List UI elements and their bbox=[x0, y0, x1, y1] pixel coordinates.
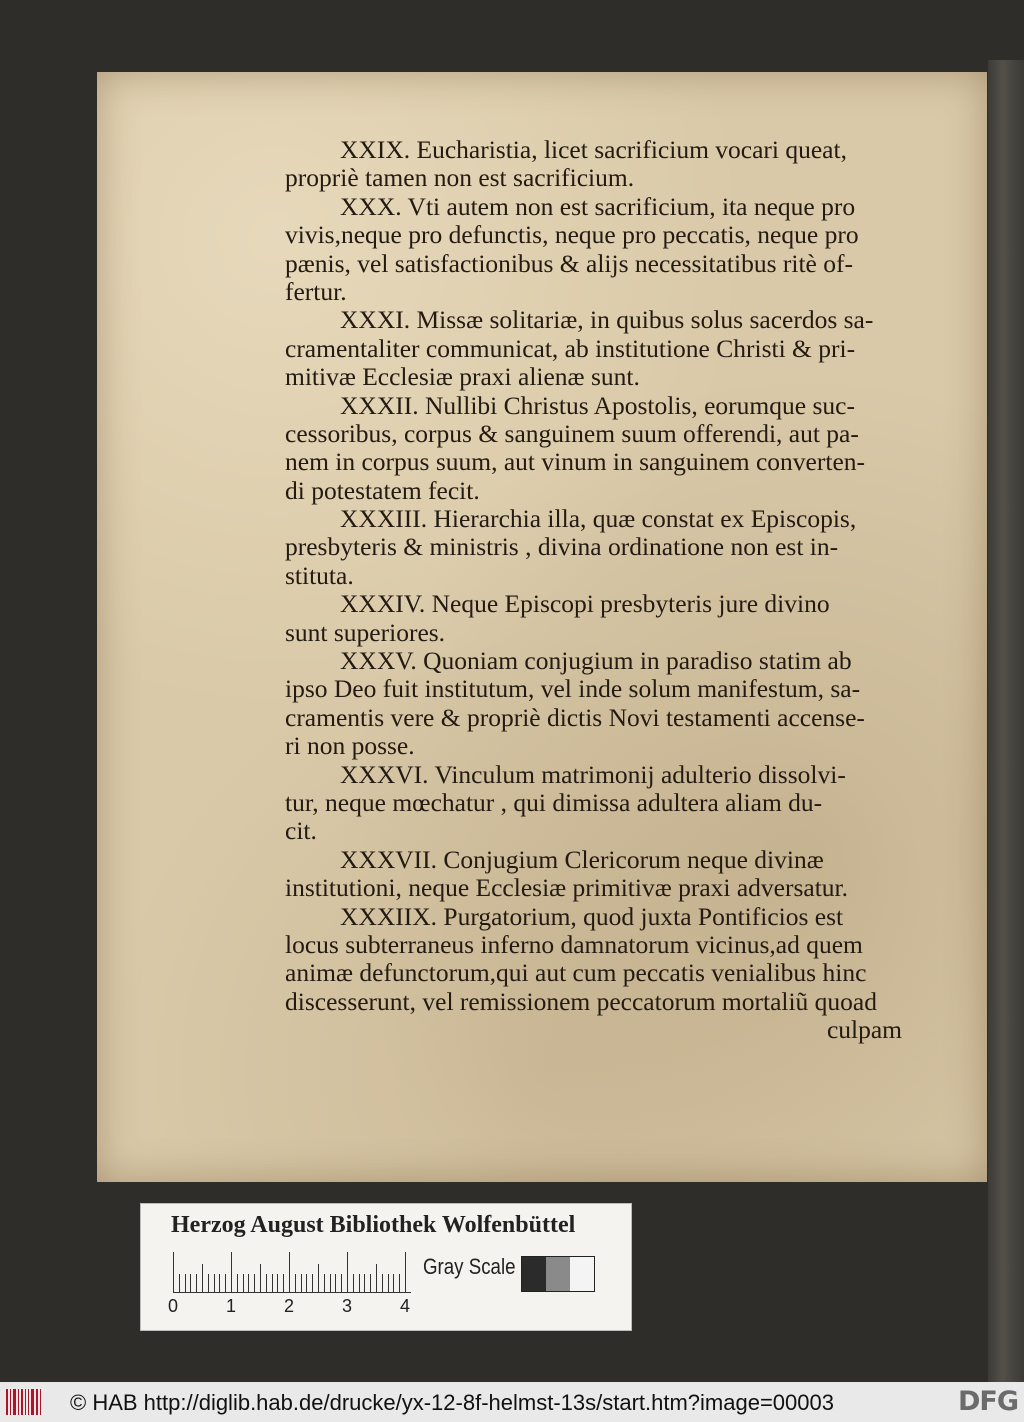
gray-swatch bbox=[546, 1257, 570, 1291]
ruler-tick bbox=[405, 1252, 406, 1292]
text-line: XXXIIX. Purgatorium, quod juxta Pontificios est bbox=[340, 902, 844, 931]
ruler-tick bbox=[388, 1274, 389, 1292]
ruler-tick bbox=[370, 1274, 371, 1292]
text-line: animæ defunctorum,qui aut cum peccatis venialibus hinc bbox=[285, 959, 867, 988]
text-line: mitivæ Ecclesiæ praxi alienæ sunt. bbox=[285, 363, 640, 392]
ruler-tick bbox=[382, 1274, 383, 1292]
ruler-tick bbox=[364, 1274, 365, 1292]
barcode-bar bbox=[13, 1389, 16, 1415]
text-line: vivis,neque pro defunctis, neque pro peccatis, neque pro bbox=[285, 221, 859, 250]
barcode-bar bbox=[28, 1389, 29, 1415]
text-line: XXXVI. Vinculum matrimonij adulterio dissolvi- bbox=[340, 760, 846, 789]
ruler-tick bbox=[289, 1252, 290, 1292]
ruler-tick bbox=[237, 1274, 238, 1292]
text-line: XXXI. Missæ solitariæ, in quibus solus sacerdos sa- bbox=[340, 306, 874, 335]
ruler-tick bbox=[376, 1264, 377, 1292]
gray-scale-label: Gray Scale bbox=[423, 1254, 516, 1279]
text-line: nem in corpus suum, aut vinum in sanguinem converten- bbox=[285, 448, 866, 477]
ruler-tick bbox=[359, 1274, 360, 1292]
barcode-bar bbox=[18, 1389, 19, 1415]
text-line: XXXV. Quoniam conjugium in paradiso statim ab bbox=[340, 647, 852, 676]
text-line: fertur. bbox=[285, 277, 347, 306]
ruler-tick bbox=[335, 1274, 336, 1292]
text-line: discesserunt, vel remissionem peccatorum mortaliũ quoad bbox=[285, 987, 878, 1016]
text-line: cessoribus, corpus & sanguinem suum offerendi, aut pa- bbox=[285, 419, 859, 448]
copyright-link[interactable]: © HAB http://diglib.hab.de/drucke/yx-12-8f-helmst-13s/start.htm?image=00003 bbox=[70, 1390, 834, 1415]
ruler-baseline bbox=[173, 1292, 411, 1293]
text-line: propriè tamen non est sacrificium. bbox=[285, 164, 635, 193]
text-line: ri non posse. bbox=[285, 732, 415, 761]
ruler-tick bbox=[254, 1274, 255, 1292]
book-edge bbox=[988, 60, 1024, 1382]
text-line: presbyteris & ministris , divina ordinatione non est in- bbox=[285, 533, 839, 562]
barcode-bar bbox=[40, 1389, 41, 1415]
ruler-tick bbox=[219, 1274, 220, 1292]
ruler-tick bbox=[341, 1274, 342, 1292]
ruler-tick bbox=[306, 1274, 307, 1292]
barcode-bar bbox=[6, 1389, 8, 1415]
ruler-tick bbox=[231, 1252, 232, 1292]
ruler-tick bbox=[295, 1274, 296, 1292]
barcode-bar bbox=[21, 1389, 23, 1415]
ruler-tick bbox=[393, 1274, 394, 1292]
text-line: XXIX. Eucharistia, licet sacrificium vocari queat, bbox=[340, 136, 847, 164]
centimeter-ruler bbox=[173, 1252, 411, 1292]
ruler-tick bbox=[301, 1274, 302, 1292]
text-line: institutioni, neque Ecclesiæ primitivæ praxi adversatur. bbox=[285, 874, 849, 903]
ruler-tick bbox=[277, 1274, 278, 1292]
ruler-tick bbox=[196, 1274, 197, 1292]
text-line: XXXIV. Neque Episcopi presbyteris jure divino bbox=[340, 590, 830, 619]
ruler-tick bbox=[214, 1274, 215, 1292]
page-text bbox=[285, 136, 910, 1045]
ruler-tick bbox=[185, 1274, 186, 1292]
ruler-number: 4 bbox=[400, 1296, 411, 1316]
ruler-tick bbox=[202, 1264, 203, 1292]
text-line: di potestatem fecit. bbox=[285, 476, 480, 505]
ruler-tick bbox=[283, 1274, 284, 1292]
catchword: culpam bbox=[826, 1016, 902, 1045]
footer-bar bbox=[0, 1382, 1024, 1422]
barcode-icon bbox=[6, 1389, 46, 1415]
ruler-tick bbox=[272, 1274, 273, 1292]
ruler-tick bbox=[243, 1274, 244, 1292]
text-line: cramentis vere & propriè dictis Novi testamenti accense- bbox=[285, 703, 865, 732]
ruler-tick bbox=[399, 1274, 400, 1292]
library-name: Herzog August Bibliothek Wolfenbüttel bbox=[171, 1212, 576, 1238]
text-line: XXXVII. Conjugium Clericorum neque divinæ bbox=[340, 845, 824, 874]
ruler-tick bbox=[312, 1274, 313, 1292]
text-line: XXX. Vti autem non est sacrificium, ita neque pro bbox=[340, 192, 856, 221]
ruler-number: 0 bbox=[168, 1296, 179, 1316]
gray-swatch bbox=[570, 1257, 594, 1291]
gray-scale-swatches bbox=[521, 1256, 595, 1292]
ruler-tick bbox=[318, 1264, 319, 1292]
library-color-plate bbox=[140, 1203, 632, 1331]
ruler-tick bbox=[260, 1264, 261, 1292]
ruler-tick bbox=[266, 1274, 267, 1292]
gray-swatch bbox=[522, 1257, 546, 1291]
barcode-bar bbox=[10, 1389, 11, 1415]
barcode-bar bbox=[31, 1389, 34, 1415]
dfg-logo: DFG bbox=[957, 1386, 1018, 1417]
ruler-number: 3 bbox=[342, 1296, 353, 1316]
barcode-bar bbox=[25, 1389, 26, 1415]
ruler-tick bbox=[347, 1252, 348, 1292]
text-line: cit. bbox=[285, 817, 317, 846]
barcode-bar bbox=[36, 1389, 38, 1415]
ruler-number: 1 bbox=[226, 1296, 237, 1316]
ruler-tick bbox=[324, 1274, 325, 1292]
text-line: XXXIII. Hierarchia illa, quæ constat ex Episcopis, bbox=[340, 505, 857, 534]
text-line: XXXII. Nullibi Christus Apostolis, eorumque suc- bbox=[340, 391, 855, 420]
text-line: ipso Deo fuit institutum, vel inde solum manifestum, sa- bbox=[285, 675, 861, 704]
ruler-tick bbox=[225, 1274, 226, 1292]
ruler-tick bbox=[208, 1274, 209, 1292]
ruler-tick bbox=[190, 1274, 191, 1292]
ruler-number: 2 bbox=[284, 1296, 295, 1316]
ruler-tick bbox=[353, 1274, 354, 1292]
ruler-tick bbox=[173, 1252, 174, 1292]
text-line: cramentaliter communicat, ab institutione Christi & pri- bbox=[285, 334, 856, 363]
text-line: sunt superiores. bbox=[285, 618, 446, 647]
ruler-tick bbox=[179, 1274, 180, 1292]
text-line: tur, neque mœchatur , qui dimissa adultera aliam du- bbox=[285, 788, 823, 817]
ruler-tick bbox=[248, 1274, 249, 1292]
text-line: pænis, vel satisfactionibus & alijs necessitatibus ritè of- bbox=[285, 249, 853, 278]
text-line: stituta. bbox=[285, 561, 354, 590]
ruler-tick bbox=[330, 1274, 331, 1292]
text-line: locus subterraneus inferno damnatorum vicinus,ad quem bbox=[285, 930, 863, 959]
